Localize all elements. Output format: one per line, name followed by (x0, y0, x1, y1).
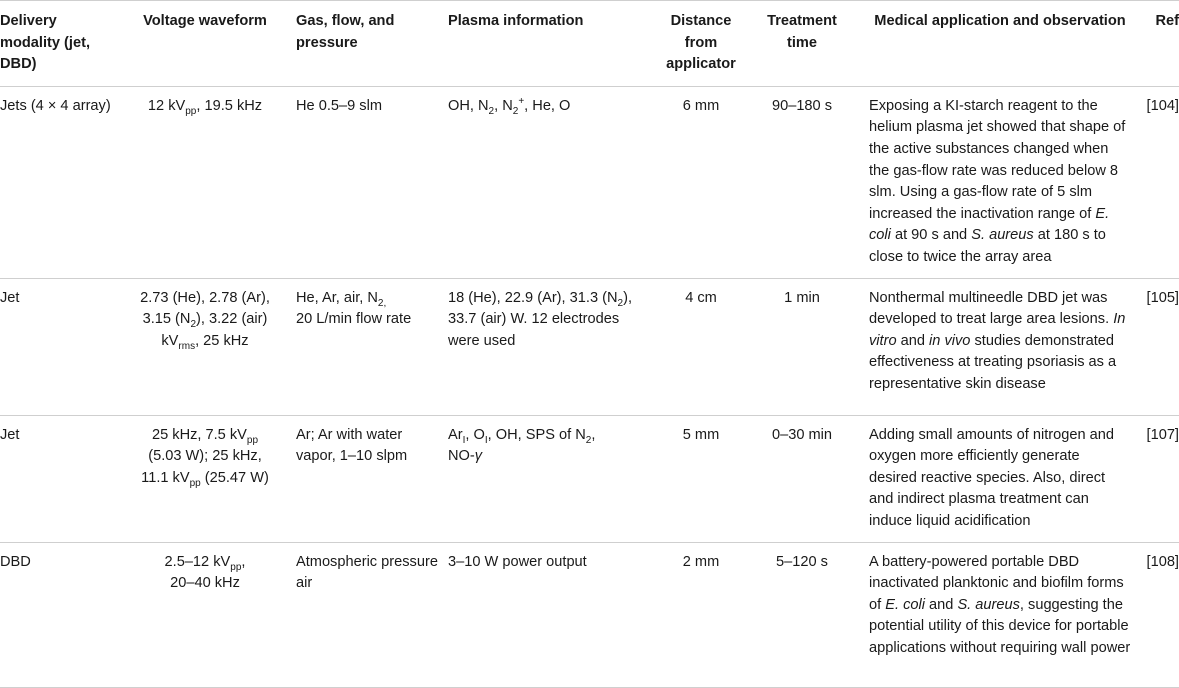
header-ref: Ref (1155, 13, 1179, 29)
cell-distance: 2 mm (682, 553, 720, 570)
header-plasma: Plasma information (448, 13, 584, 29)
cell-application: A battery-powered portable DBD inactivated planktonic and biofilm forms of E. coli and S. aureus, suggesting the potential utility of this device for portable applications without requiring wall power (869, 553, 1131, 656)
header-modality: Delivery modality (jet, DBD) (0, 13, 91, 73)
cell-plasma: 18 (He), 22.9 (Ar), 31.3 $(N_2)$, 33.7 (air) W. 12 electrodes were used (448, 289, 632, 349)
header-distance: Distance from applicator (666, 13, 736, 73)
cell-application: Exposing a KI-starch reagent to the helium plasma jet showed that shape of the active substances changed when the gas-flow rate was reduced below 8 slm. Using a gas-flow rate of 5 slm increased the inactivation range of E. coli at 90 s and S. aureus at 180 s to close to twice the array area (869, 97, 1126, 265)
cell-voltage: 12 $kV_{pp}$, 19.5 kHz (147, 97, 263, 117)
cell-ref: [107] (1146, 426, 1179, 443)
cell-time: 5–120 s (776, 553, 828, 570)
header-time: Treatment time (767, 13, 837, 51)
cell-gas: Ar; Ar with water vapor, 1–10 slpm (296, 426, 408, 465)
cell-voltage: 2.5–12 $kV_{pp}$, 20–40 kHz (164, 553, 246, 592)
cell-ref: [104] (1146, 97, 1179, 114)
cell-time: 1 min (784, 289, 820, 306)
cell-voltage: 2.73 (He), 2.78 (Ar), 3.15 $(N_2)$, 3.22 (air) $kV_{rms}$, 25 kHz (140, 289, 270, 352)
header-application: Medical application and observation (874, 13, 1126, 29)
cell-gas: He 0.5–9 slm (296, 97, 382, 114)
table-row (0, 278, 1179, 415)
cell-gas: Atmospheric pressure air (296, 553, 438, 592)
cell-plasma: $Ar_I$, $O_I$, OH, SPS of $N_2$, NO-γ (448, 426, 596, 465)
cell-application: Adding small amounts of nitrogen and oxygen more efficiently generate desired reactive species. Also, direct and indirect plasma treatment can induce liquid acidification (869, 426, 1115, 529)
cell-ref: [108] (1146, 553, 1179, 570)
header-voltage: Voltage waveform (143, 13, 267, 29)
cell-distance: 5 mm (682, 426, 720, 443)
table-row (0, 415, 1179, 542)
cell-distance: 6 mm (682, 97, 720, 114)
cell-modality: DBD (0, 553, 31, 570)
header-row (0, 1, 1179, 87)
table-row (0, 86, 1179, 278)
header-gas: Gas, flow, and pressure (296, 13, 395, 51)
cell-distance: 4 cm (685, 289, 717, 306)
cell-modality: Jet (0, 426, 20, 443)
cell-voltage: 25 kHz, 7.5 $kV_{pp}$ (5.03 W); 25 kHz, 11.1 $kV_{pp}$ (25.47 W) (141, 426, 269, 489)
cell-gas: He, Ar, air, $N_{2,}$ 20 L/min flow rate (296, 289, 412, 328)
cell-time: 90–180 s (771, 97, 833, 114)
cell-plasma: 3–10 W power output (448, 553, 587, 570)
table-row (0, 542, 1179, 687)
cell-plasma: OH, $N_2$, $N_2^+$, He, O (448, 95, 571, 117)
cell-application: Nonthermal multineedle DBD jet was developed to treat large area lesions. In vitro and in vivo studies demonstrated effectiveness at treating psoriasis as a representative skin disease (869, 289, 1126, 392)
cell-time: 0–30 min (771, 426, 833, 443)
cell-modality: Jet (0, 289, 20, 306)
cell-modality: Jets (4 × 4 array) (0, 97, 111, 114)
cell-ref: [105] (1146, 289, 1179, 306)
